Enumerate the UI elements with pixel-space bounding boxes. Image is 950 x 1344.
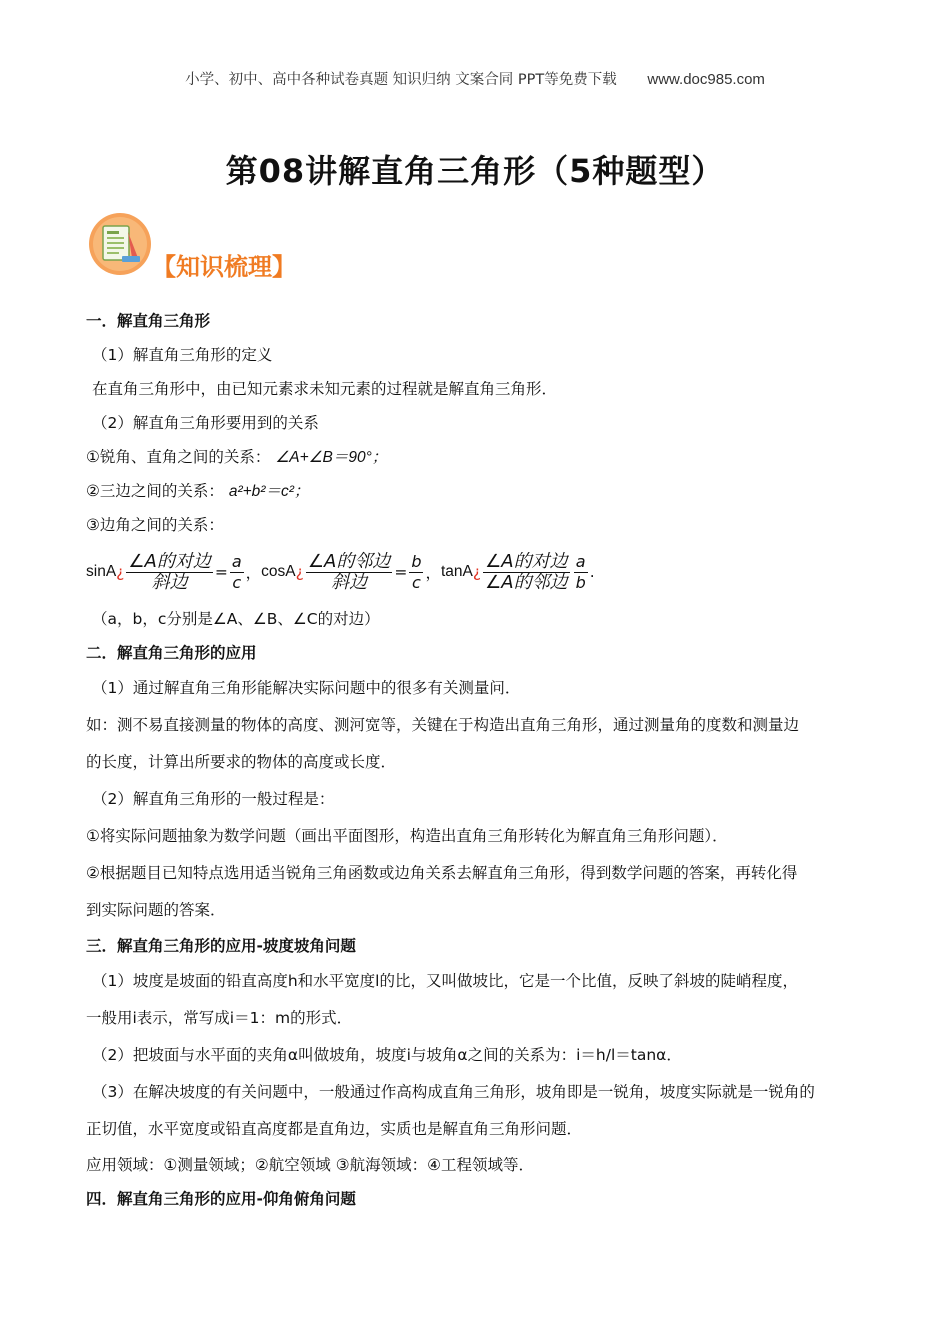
tan-qmark: ¿ [472,563,482,581]
paragraph: 应用领域：①测量领域；②航空领域 ③航海领域：④工程领域等． [86,1156,535,1174]
section-4-heading: 四．解直角三角形的应用-仰角俯角问题 [86,1190,356,1208]
equals: = [214,563,228,581]
paragraph: （2）解直角三角形的一般过程是： [92,790,335,808]
paragraph: 如：测不易直接测量的物体的高度、测河宽等，关键在于构造出直角三角形，通过测量角的度数和测量边 [86,716,800,734]
separator: ， [245,564,262,582]
denominator: ∠A的邻边 [485,571,568,593]
section-tag-knowledge: 【知识梳理】 [152,253,296,281]
denominator: c [232,572,242,592]
header-text: 小学、初中、高中各种试卷真题 知识归纳 文案合同 PPT等免费下载 [185,72,617,88]
numerator: a [231,551,242,571]
paragraph: （1）通过解直角三角形能解决实际问题中的很多有关测量问． [92,679,521,697]
numerator: ∠A的对边 [485,550,568,572]
tan-fraction-words [483,552,569,593]
document-title: 第08讲解直角三角形（5种题型） [225,152,725,190]
sin-fraction-letters [230,552,244,593]
paragraph: 一般用i表示，常写成i＝1：m的形式． [86,1009,353,1027]
tan-fraction-letters [574,552,588,593]
sin-fraction-words [126,552,212,593]
period: . [589,563,595,581]
tan-label: tanA [441,563,473,580]
relation-label: ③边角之间的关系： [86,516,224,534]
section-1-heading: 一．解直角三角形 [86,312,211,330]
numerator: ∠A的对边 [128,550,211,572]
page-header [0,68,950,89]
relation-formula: a²+b²＝c²； [228,483,310,500]
paragraph-note: （a，b，c分别是∠A、∠B、∠C的对边） [92,610,380,628]
equals: = [394,563,408,581]
paragraph: （1）坡度是坡面的铅直高度h和水平宽度l的比，又叫做坡比，它是一个比值，反映了斜坡的陡峭程度， [92,972,798,990]
paragraph: （2）解直角三角形要用到的关系 [92,414,319,432]
numerator: b [411,551,422,571]
sin-qmark: ¿ [116,563,125,581]
separator: ， [425,564,441,582]
paragraph: ②根据题目已知特点选用适当锐角三角函数或边角关系去解直角三角形，得到数学问题的答案，再转化得 [86,864,798,882]
sin-label: sinA [86,563,117,580]
denominator: 斜边 [151,571,188,593]
cos-qmark: ¿ [295,563,304,581]
section-2-heading: 二．解直角三角形的应用 [86,644,257,662]
paragraph: （1）解直角三角形的定义 [92,346,273,364]
paragraph: ①将实际问题抽象为数学问题（画出平面图形，构造出直角三角形转化为解直角三角形问题）． [86,827,728,845]
relation-side-angle [86,508,866,542]
header-site-link[interactable]: www.doc985.com [647,71,765,88]
numerator: a [575,551,586,571]
denominator: c [412,572,421,592]
denominator: b [575,572,586,592]
paragraph: （2）把坡面与水平面的夹角α叫做坡角，坡度i与坡角α之间的关系为：i＝h/l＝tanα． [92,1046,682,1064]
paragraph: 正切值，水平宽度或铅直高度都是直角边，实质也是解直角三角形问题． [86,1120,583,1138]
paragraph: 在直角三角形中，由已知元素求未知元素的过程就是解直角三角形． [92,380,558,398]
knowledge-badge-icon [88,212,152,276]
numerator: ∠A的邻边 [307,550,391,572]
relation-sides [86,474,866,508]
relation-label: ①锐角、直角之间的关系： [86,448,271,466]
document-body [86,304,866,1216]
cos-fraction-letters [409,552,423,593]
cos-label: cosA [261,563,296,580]
section-3-heading: 三．解直角三角形的应用-坡度坡角问题 [86,937,356,955]
denominator: 斜边 [331,571,368,593]
relation-formula: ∠A+∠B＝90°； [275,449,388,466]
trig-formulas [86,542,866,602]
relation-angles [86,440,866,474]
paragraph: 到实际问题的答案． [86,901,226,919]
paragraph: 的长度，计算出所要求的物体的高度或长度． [86,753,397,771]
relation-label: ②三边之间的关系： [86,482,224,500]
cos-fraction-words [306,552,392,593]
paragraph: （3）在解决坡度的有关问题中，一般通过作高构成直角三角形，坡角即是一锐角，坡度实际就是一锐角的 [92,1083,815,1101]
